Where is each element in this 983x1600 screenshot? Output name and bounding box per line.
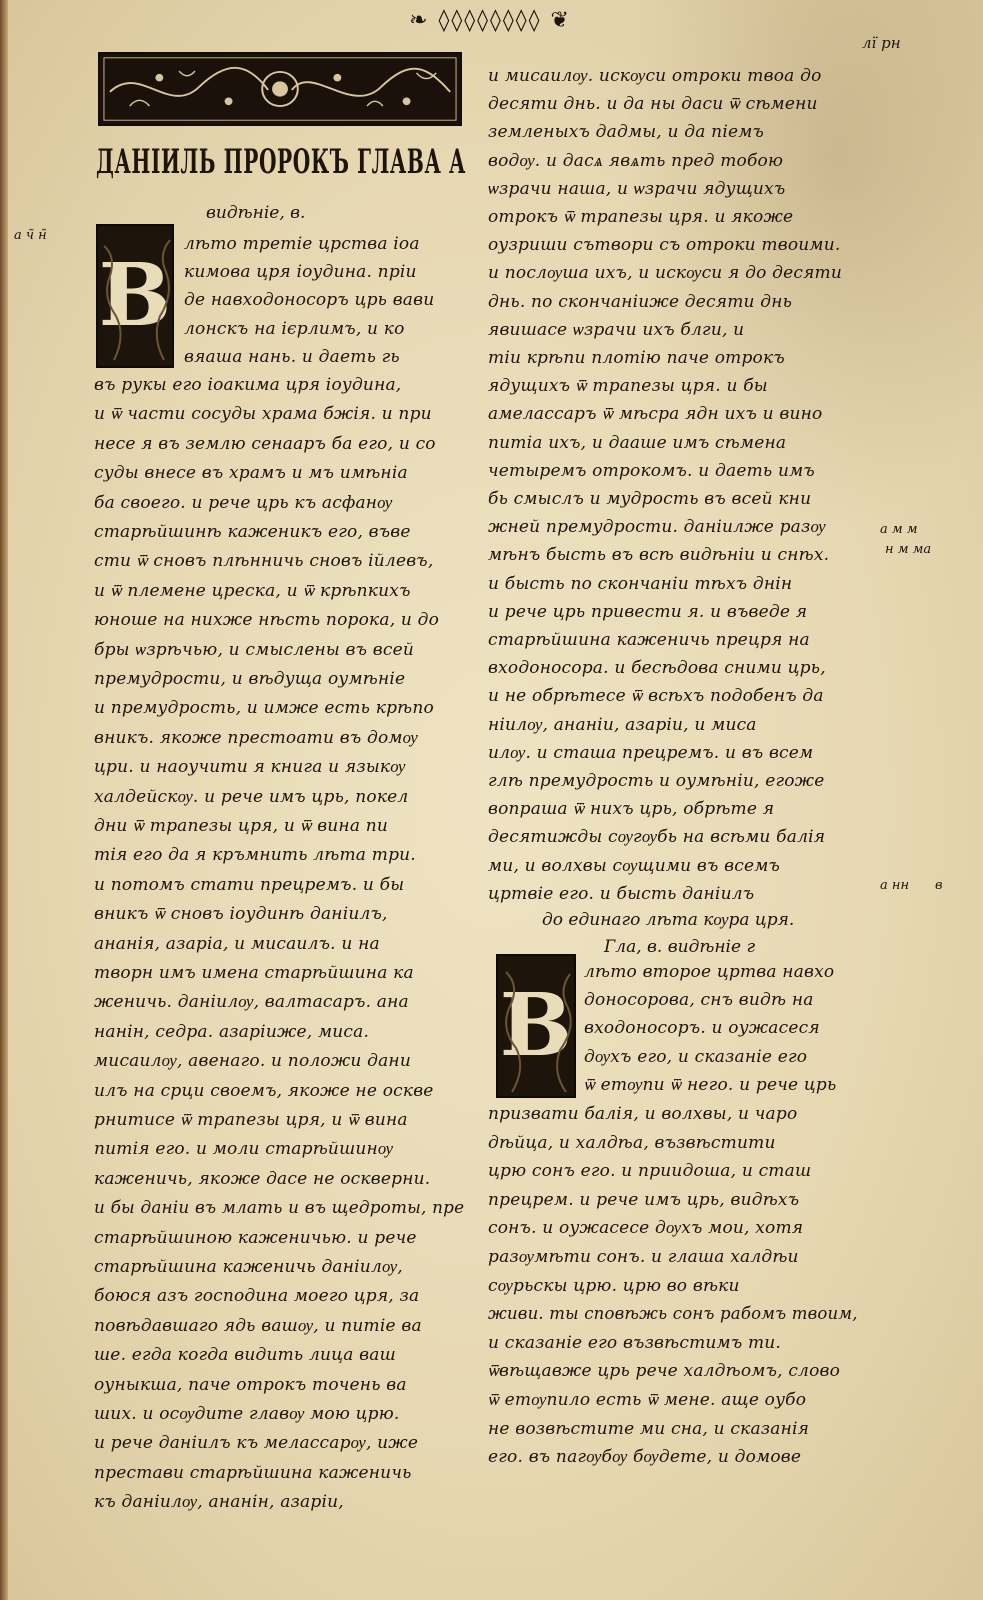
text-line: творн имъ имена старѣйшина ка	[94, 963, 414, 983]
text-line: амелассаръ ѿ мѣсра ядн ихъ и вино	[488, 404, 823, 425]
text-line: тія его да я кръмнить лѣта три.	[94, 845, 416, 866]
text-line: и рече црь привести я. и въведе я	[488, 601, 808, 622]
text-line: четыремъ отрокомъ. и даеть имъ	[488, 460, 815, 481]
text-line: нанін, седра. азаріиже, миса.	[94, 1021, 370, 1042]
margin-note: а ч̃ н̃	[14, 228, 47, 243]
text-line: вопраша ѿ нихъ црь, обрѣте я	[488, 799, 775, 820]
text-line: старѣйшина каженичь даніилѹ,	[94, 1257, 403, 1277]
text-line: бь смыслъ и мудрость въ всей кни	[488, 489, 812, 509]
text-line: вникъ. якоже престоати въ домѹ	[94, 727, 418, 748]
text-line: и послѹша ихъ, и искѹси я до десяти	[488, 263, 842, 284]
text-line: црю сонъ его. и приидоша, и сташ	[488, 1161, 812, 1182]
text-line: явишасе ѡзрачи ихъ блги, и	[488, 319, 745, 340]
text-line: мисаилѹ, авенаго. и положи дани	[94, 1051, 411, 1072]
text-line: и премудрость, и имже есть крѣпо	[94, 698, 434, 719]
text-line: глѣ премудрость и оумѣніи, егоже	[488, 771, 825, 791]
text-line: старѣйшина каженичь прецря на	[488, 630, 810, 650]
text-line: питія его. и моли старѣйшинѹ	[94, 1139, 394, 1160]
folio-number: лї рн	[862, 34, 901, 52]
text-line: ба своего. и рече црь къ асфанѹ	[94, 492, 393, 513]
text-line: дѣйца, и халдѣа, възвѣстити	[488, 1132, 776, 1153]
text-line: дни ѿ трапезы цря, и ѿ вина пи	[94, 816, 389, 836]
text-line: лѣто второе цртва навхо	[584, 962, 835, 982]
text-line: ѡзрачи наша, и ѡзрачи ядущихъ	[488, 178, 786, 199]
text-line: рнитисе ѿ трапезы цря, и ѿ вина	[94, 1110, 408, 1130]
text-line: къ даніилѹ, ананін, азаріи,	[94, 1492, 344, 1513]
text-line: и бы даніи въ млать и въ щедроты, пре	[94, 1198, 465, 1219]
text-line: де навходоносоръ црь вави	[184, 290, 435, 311]
header-ornament: ❧ ◊◊◊◊◊◊◊◊ ❦	[409, 7, 571, 33]
text-line: въ рукы его іоакима цря іоудина,	[94, 375, 402, 395]
woodcut-headpiece	[98, 52, 462, 126]
text-line: и ѿ части сосуды храма бжія. и при	[94, 404, 432, 425]
text-line: илѹ. и сташа прецремъ. и въ всем	[488, 742, 814, 763]
text-line: цртвіе его. и бысть даніилъ	[488, 883, 755, 904]
text-line: оуныкша, паче отрокъ точень ва	[94, 1374, 407, 1395]
text-line: лонскъ на ієрлимъ, и ко	[184, 318, 405, 339]
margin-note: а м м	[880, 522, 918, 537]
text-line: и сказаніе его възвѣстимъ ти.	[488, 1332, 782, 1353]
text-line: повѣдавшаго ядь вашѹ, и питіе ва	[94, 1315, 422, 1336]
text-line: ѿ етѹпи ѿ него. и рече црь	[584, 1074, 837, 1095]
text-line: и мисаилѹ. искѹси отроки твоа до	[488, 66, 822, 86]
initial-letter: В	[98, 245, 172, 346]
text-line: сонъ. и оужасесе дѹхъ мои, хотя	[488, 1218, 804, 1239]
floral-scroll-icon	[100, 54, 460, 124]
text-line: прецрем. и рече имъ црь, видѣхъ	[488, 1189, 800, 1210]
text-line: десятижды сѹгѹбь на всѣми балія	[488, 827, 826, 848]
text-line: доносорова, снъ видѣ на	[584, 990, 814, 1011]
text-line: сти ѿ сновъ плѣнничь сновъ ійлевъ,	[94, 551, 434, 572]
binding-gutter	[0, 0, 8, 1600]
text-line: несе я въ землю сенааръ ба его, и со	[94, 433, 436, 454]
text-line: и потомъ стати прецремъ. и бы	[94, 874, 405, 895]
text-line: женичь. даніилѹ, валтасаръ. ана	[94, 992, 409, 1013]
decorated-initial-left	[96, 224, 174, 368]
text-line: боюся азъ господина моего цря, за	[94, 1286, 420, 1307]
text-line: ядущихъ ѿ трапезы цря. и бы	[488, 376, 768, 397]
text-line: мѣнъ бысть въ всѣ видѣніи и снѣх.	[488, 545, 830, 566]
text-line: входоносора. и бесѣдова сними црь,	[488, 658, 826, 679]
text-line: и бысть по скончаніи тѣхъ днін	[488, 573, 793, 594]
text-line: престави старѣйшина каженичь	[94, 1462, 412, 1483]
text-line: питіа ихъ, и дааше имъ сѣмена	[488, 432, 787, 453]
text-line: дѹхъ его, и сказаніе его	[584, 1046, 808, 1067]
text-line: вникъ ѿ сновъ іоудинѣ даніилъ,	[94, 904, 388, 925]
text-line: старѣйшиною каженичью. и рече	[94, 1227, 417, 1248]
text-line: ананія, азаріа, и мисаилъ. и на	[94, 933, 380, 954]
text-line: не возвѣстите ми сна, и сказанія	[488, 1418, 810, 1439]
text-line: разѹмѣти сонъ. и глаша халдѣи	[488, 1247, 799, 1267]
text-line: и не обрѣтесе ѿ всѣхъ подобенъ да	[488, 686, 824, 707]
initial-ornament-icon	[98, 226, 176, 370]
text-line: ми, и волхвы сѹщими въ всемъ	[488, 855, 781, 876]
text-line: и рече даніилъ къ мелассарѹ, иже	[94, 1433, 419, 1454]
text-line: входоносоръ. и оужасеся	[584, 1018, 820, 1039]
initial-letter: В	[499, 975, 573, 1076]
text-line: бры ѡзрѣчью, и смыслены въ всей	[94, 639, 415, 660]
margin-note: а нн	[880, 878, 910, 893]
text-line: земленыхъ дадмы, и да піемъ	[488, 122, 765, 143]
margin-note: н м ма	[885, 542, 932, 557]
text-line: десяти днь. и да ны даси ѿ сѣмени	[488, 94, 818, 115]
text-line: его. въ пагѹбѹ бѹдете, и домове	[488, 1447, 802, 1468]
text-line: суды внесе въ храмъ и мъ имѣніа	[94, 463, 408, 484]
decorated-initial-right	[496, 954, 576, 1098]
text-line: вяаша нань. и даеть гь	[184, 346, 400, 367]
chapter-title: ДАНІИЛЬ ПРОРОКЪ ГЛАВА А	[96, 142, 466, 182]
text-line: юноше на нихже нѣсть порока, и до	[94, 610, 440, 631]
margin-note: в	[935, 878, 943, 893]
text-line: лѣто третіе црства іоа	[184, 234, 420, 254]
text-line: живи. ты сповѣжь сонъ рабомъ твоим,	[488, 1304, 858, 1325]
chapter-two-heading: Гла, в. видѣніе г	[604, 937, 756, 957]
text-line: тіи крѣпи плотію паче отрокъ	[488, 348, 785, 368]
text-line: цри. и наоучити я книга и языкѹ	[94, 757, 406, 778]
text-line: днь. по скончаніиже десяти днь	[488, 291, 793, 312]
text-line: водѹ. и дасѧ явѧть пред тобою	[488, 150, 784, 171]
text-line: ших. и осѹдите главѹ мою црю.	[94, 1404, 400, 1424]
text-line: оузриши сътвори съ отроки твоими.	[488, 235, 841, 256]
text-line: ніилѹ, ананіи, азаріи, и миса	[488, 714, 757, 735]
closing-line: до единаго лѣта кѹра цря.	[542, 910, 795, 930]
text-line: премудрости, и вѣдуща оумѣніе	[94, 669, 406, 689]
text-line: халдейскѹ. и рече имъ црь, покел	[94, 786, 409, 807]
vision-subheading: видѣніе, в.	[206, 203, 306, 223]
text-line: каженичь, якоже дасе не оскверни.	[94, 1168, 431, 1189]
text-line: старѣйшинѣ каженикъ его, въве	[94, 522, 411, 542]
text-line: сѹрьскы црю. црю во вѣки	[488, 1275, 740, 1296]
text-line: ѿ етѹпило есть ѿ мене. аще оубо	[488, 1390, 807, 1410]
text-line: кимова цря іоудина. пріи	[184, 262, 417, 283]
text-line: илъ на срци своемъ, якоже не оскве	[94, 1080, 434, 1101]
text-line: ше. егда когда видить лица ваш	[94, 1345, 396, 1366]
text-line: отрокъ ѿ трапезы цря. и якоже	[488, 207, 794, 227]
text-line: жней премудрости. даніилже разѹ	[488, 517, 826, 538]
initial-ornament-icon	[498, 956, 578, 1100]
text-line: ѿвѣщавже црь рече халдѣомъ, слово	[488, 1361, 841, 1382]
text-line: призвати балія, и волхвы, и чаро	[488, 1104, 798, 1124]
text-line: и ѿ племене цреска, и ѿ крѣпкихъ	[94, 580, 411, 601]
